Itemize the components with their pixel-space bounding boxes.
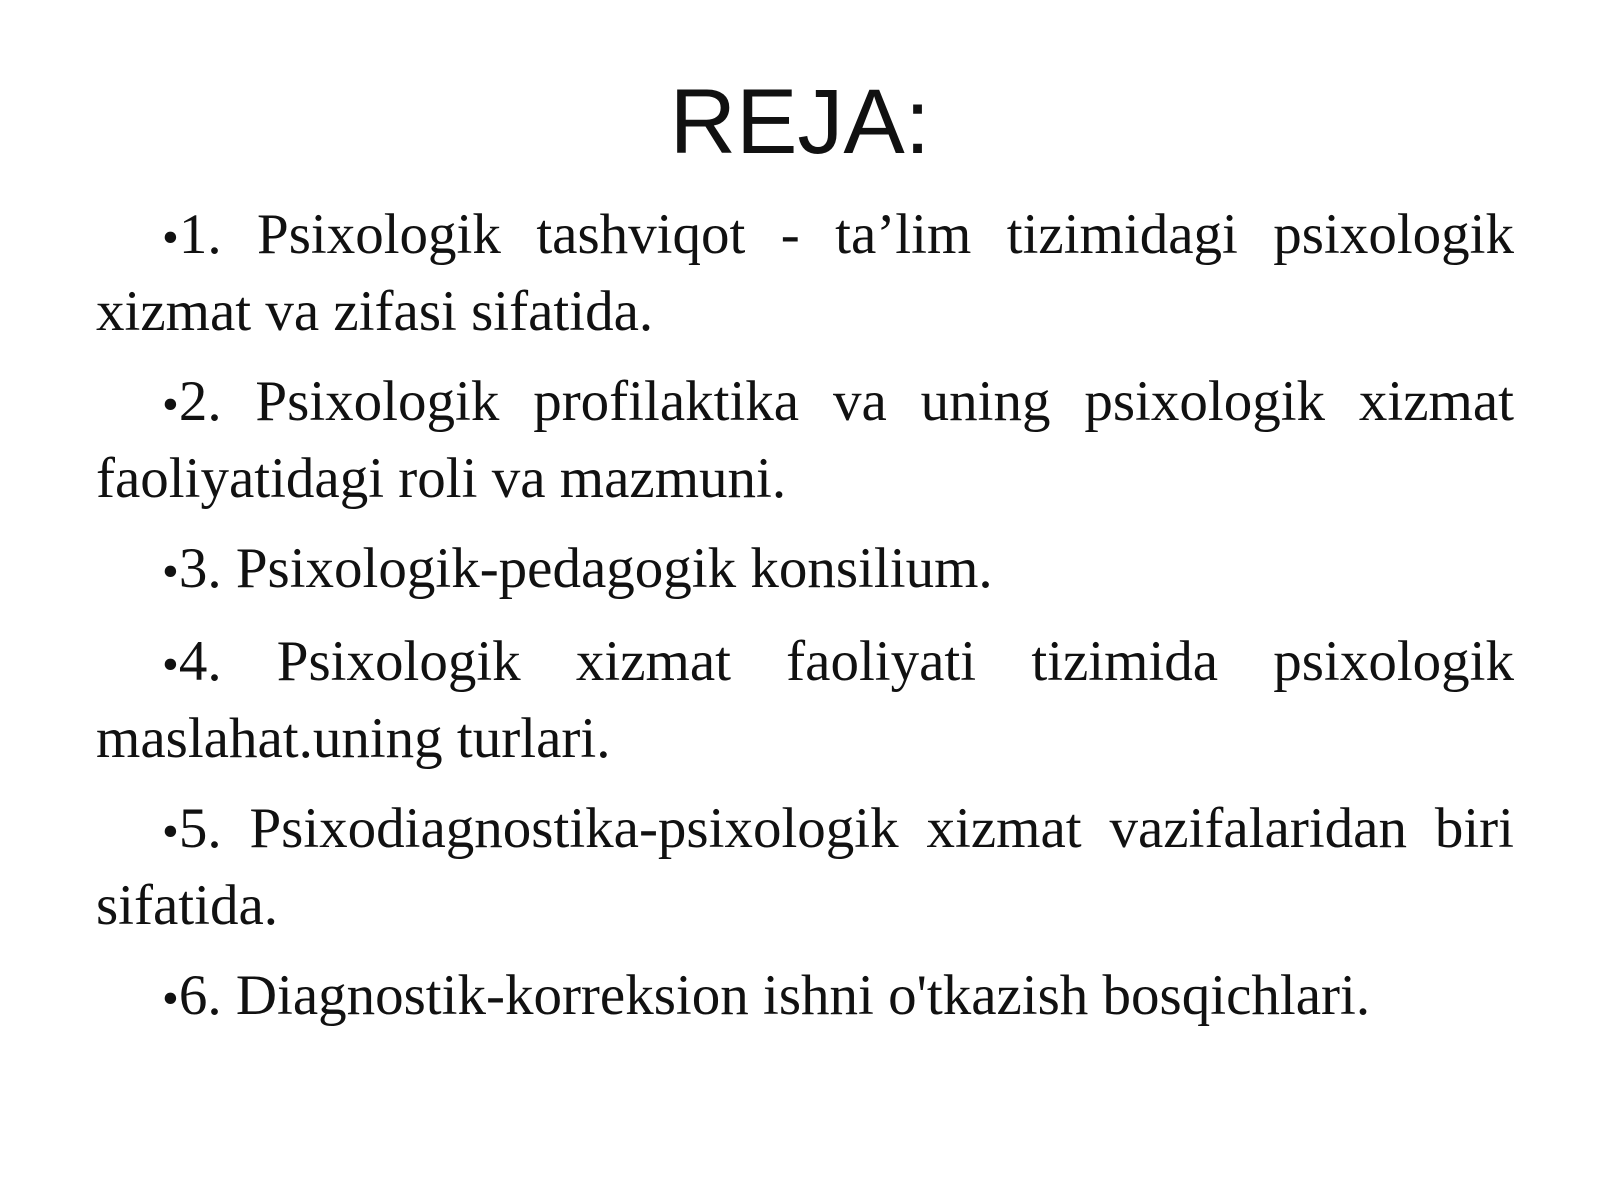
plan-item-text: 6. Diagnostik-korreksion ishni o'tkazish bosqichlari. (178, 964, 1371, 1027)
plan-item-text: 4. Psixologik xizmat faoliyati tizimida psixologik maslahat.uning turlari. (96, 630, 1514, 770)
plan-item-text: 1. Psixologik tashviqot - ta’lim tizimidagi psixologik xizmat va zifasi sifatida. (96, 203, 1514, 343)
plan-item-3 (96, 532, 1514, 609)
plan-item-2 (96, 365, 1514, 516)
plan-item-text: 3. Psixologik-pedagogik konsilium. (178, 537, 993, 600)
plan-item-1 (96, 198, 1514, 349)
bullet-icon: • (162, 211, 179, 264)
plan-list (96, 198, 1514, 1052)
bullet-icon: • (162, 378, 179, 431)
plan-item-6 (96, 959, 1514, 1036)
slide-title: REJA: (669, 71, 931, 173)
plan-item-4 (96, 625, 1514, 776)
plan-item-text: 2. Psixologik profilaktika va uning psixologik xizmat faoliyatidagi roli va mazmuni. (96, 370, 1514, 510)
bullet-icon: • (162, 972, 179, 1025)
bullet-icon: • (162, 638, 179, 691)
bullet-icon: • (162, 545, 179, 598)
bullet-icon: • (162, 805, 179, 858)
plan-item-text: 5. Psixodiagnostika-psixologik xizmat vazifalaridan biri sifatida. (96, 797, 1514, 937)
plan-item-5 (96, 792, 1514, 943)
